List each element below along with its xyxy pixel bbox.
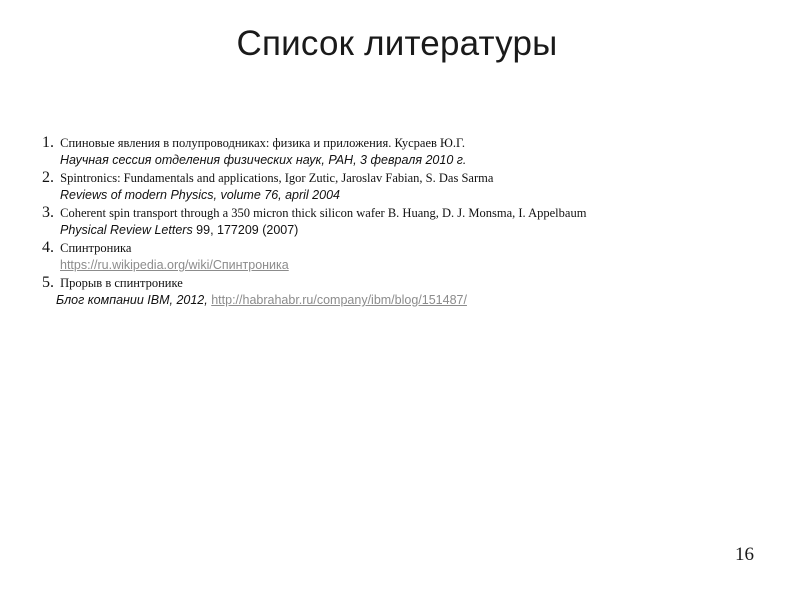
reference-source: Блог компании IBM, 2012, bbox=[56, 293, 212, 307]
reference-item-5 bbox=[42, 274, 762, 309]
reference-item-1 bbox=[42, 134, 762, 169]
reference-source: Научная сессия отделения физических наук, РАН, 3 февраля 2010 г. bbox=[60, 153, 467, 167]
habrahabr-link[interactable]: http://habrahabr.ru/company/ibm/blog/151487/ bbox=[211, 293, 467, 307]
slide-title: Список литературы bbox=[236, 24, 558, 63]
reference-number: 1. bbox=[42, 134, 54, 151]
reference-list bbox=[42, 134, 762, 309]
page-number: 16 bbox=[735, 544, 754, 565]
reference-title: Spintronics: Fundamentals and applications, Igor Zutic, Jaroslav Fabian, S. Das Sarma bbox=[60, 171, 494, 185]
reference-title: Спинтроника bbox=[60, 241, 132, 255]
reference-number: 3. bbox=[42, 204, 54, 221]
reference-number: 2. bbox=[42, 169, 54, 186]
reference-title: Прорыв в спинтронике bbox=[60, 276, 183, 290]
reference-number: 5. bbox=[42, 274, 54, 291]
wikipedia-link[interactable]: https://ru.wikipedia.org/wiki/Спинтроника bbox=[60, 258, 289, 272]
reference-source: Reviews of modern Physics, volume 76, april 2004 bbox=[60, 188, 340, 202]
reference-item-4 bbox=[42, 239, 762, 274]
reference-journal: Physical Review Letters bbox=[60, 223, 193, 237]
reference-title: Спиновые явления в полупроводниках: физика и приложения. Кусраев Ю.Г. bbox=[60, 136, 465, 150]
reference-item-2 bbox=[42, 169, 762, 204]
reference-item-3 bbox=[42, 204, 762, 239]
reference-title: Coherent spin transport through a 350 micron thick silicon wafer B. Huang, D. J. Monsma, I. Appelbaum bbox=[60, 206, 587, 220]
reference-volume: 99, 177209 (2007) bbox=[192, 223, 299, 237]
reference-number: 4. bbox=[42, 239, 54, 256]
